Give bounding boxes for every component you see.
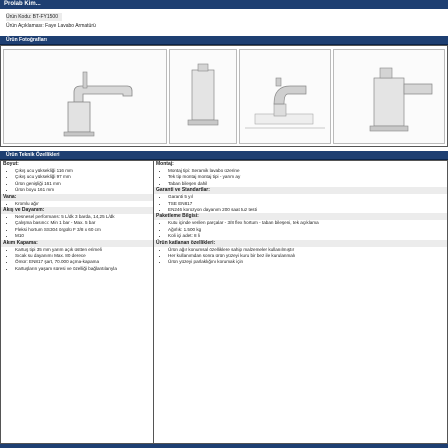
list-item: • Ömür: EN817 şart, 70.000 açma-kapama (15, 259, 153, 265)
size-heading: Boyut: (3, 161, 19, 167)
product-photo-1 (3, 49, 167, 144)
photos-panel (0, 45, 448, 147)
shutoff-list (1, 247, 153, 273)
list-item: • Nesnesel performans: 5 L/dk 3 barda, 14,25 L/dk (15, 214, 153, 220)
product-info (0, 9, 448, 35)
list-item: • Kartuş tipi 35 mm yarım açık üstten erimeli (15, 247, 153, 253)
list-item: • Fleksi hortum SS304 örgülü F 3/8 x 60 cm (15, 227, 153, 233)
list-item: • Taban bileşen dahil (168, 181, 447, 187)
shutoff-heading: Akım Kapama: (1, 240, 153, 247)
flow-heading: Akış ve Dayanım: (1, 207, 153, 214)
mount-heading: Montaj: (156, 161, 174, 167)
tech-panel (0, 160, 448, 444)
product-photo-3 (239, 49, 331, 144)
list-item: • Çıkış ucu yüksekliği 97 mm (15, 174, 153, 180)
list-item: • Ürün ağır konumsal özelliklere sahip malzemeler kullanılmıştır (168, 247, 447, 253)
list-item: • Sıcak su dayanımı Max. 80 derece (15, 253, 153, 259)
list-item: • Ürün genişliği 161 mm (15, 181, 153, 187)
bottom-bar (0, 444, 448, 448)
list-item: • EN246 korozyon dayanım 200 saat tuz testi (168, 207, 447, 213)
packing-heading: Paketleme Bilgisi: (154, 213, 447, 220)
tech-left-column (1, 161, 154, 443)
list-item: • Çalışma basıncı: Min 1 bar - Max. 5 bar (15, 220, 153, 226)
photos-header (0, 36, 448, 45)
flow-list (1, 214, 153, 240)
standards-list (154, 194, 447, 213)
tech-header (0, 151, 448, 160)
tech-right-column (154, 161, 447, 443)
product-description: Ürün Açıklaması: Faye Lavabo Armatürü (6, 23, 96, 29)
product-photo-4 (333, 49, 445, 144)
packing-list (154, 220, 447, 239)
app-logo: Prolab Kim... (4, 1, 41, 7)
valve-heading: Vana: (1, 194, 153, 201)
features-heading: Ürün katlanan özellikleri: (154, 240, 447, 247)
mount-list (154, 168, 447, 187)
list-item: • Koli içi adet: 8 li (168, 233, 447, 239)
list-item: • Kartuşların yaşam süresi ve özelliği bağlantılarıyla (15, 266, 153, 272)
top-strip (0, 0, 448, 9)
list-item: • TSE EN817 (168, 201, 447, 207)
list-item: • Ağırlık: 1.500 kg (168, 227, 447, 233)
product-photo-2 (169, 49, 237, 144)
standards-heading: Garanti ve Standartlar: (154, 187, 447, 194)
list-item: • Ürün boyu 161 mm (15, 187, 153, 193)
photos-title: Ürün Fotoğrafları (6, 37, 47, 43)
list-item: • M10 (15, 233, 153, 239)
list-item: • Garanti 5 yıl (168, 194, 447, 200)
list-item: • Çıkış ucu yüksekliği 116 mm (15, 168, 153, 174)
size-list (1, 168, 153, 194)
list-item: • Ürün yüzeyi parlaklığını korumak için (168, 259, 447, 265)
tech-title: Ürün Teknik Özellikleri (6, 152, 60, 158)
list-item: • Kromlu ağır (15, 201, 153, 207)
list-item: • Kutu içinde verilen parçalar - 3/8 flex hortum - taban bileşeni, tek açıklama (168, 220, 447, 226)
list-item: • Montaj tipi: Seramik lavabo üzerine (168, 168, 447, 174)
features-list (154, 247, 447, 266)
product-code: Ürün Kodu: BT-FY1500 (6, 13, 62, 21)
list-item: • Her kullanımdan sonra ürün yüzeyi kuru bir bez ile kurulanmalı (168, 253, 447, 259)
list-item: • Tek tip montaj montaj tipi - yarım ay (168, 174, 447, 180)
